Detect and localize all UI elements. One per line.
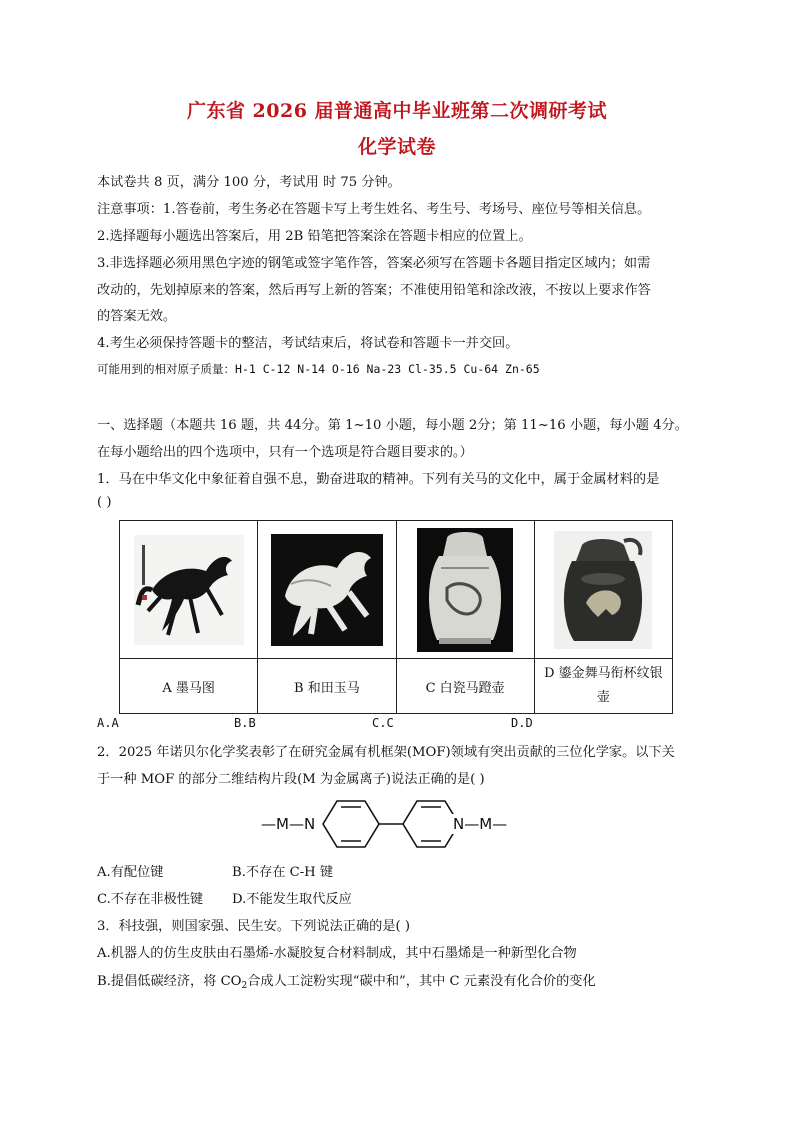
structure-left-bond-label: —M—N: [261, 815, 316, 833]
exam-title: 广东省 2026 届普通高中毕业班第二次调研考试: [186, 100, 608, 122]
porcelain-stirrup-pot-image: [417, 528, 513, 652]
note-3c: 的答案无效。: [97, 309, 177, 324]
option-b-caption: B 和田玉马: [258, 659, 396, 714]
option-d-caption: [534, 659, 672, 714]
exam-subtitle: 化学试卷: [357, 136, 436, 158]
q2-option-c[interactable]: C.不存在非极性键: [97, 892, 204, 907]
option-d-caption-line1: D 鎏金舞马衔杯纹银: [544, 666, 663, 681]
q2-option-b[interactable]: B.不存在 C-H 键: [232, 865, 334, 880]
section-heading-a: 一、选择题（本题共 16 题，共 44分。第 1~10 小题，每小题 2分；第 11~16 小题，每小题 4分。: [97, 418, 688, 433]
atomic-masses: 可能用到的相对原子质量：H-1 C-12 N-14 O-16 Na-23 Cl-35.5 Cu-64 Zn-65: [97, 362, 540, 376]
q2-option-d[interactable]: D.不能发生取代反应: [232, 892, 352, 907]
pyridine-ring-right: [403, 801, 459, 847]
intro-line: 本试卷共 8 页，满分 100 分，考试用 时 75 分钟。: [97, 175, 401, 190]
note-4: 4.考生必须保持答题卡的整洁，考试结束后，将试卷和答题卡一并交回。: [97, 336, 519, 351]
q1-choice-c[interactable]: C.C: [372, 716, 394, 730]
q2-stem-a: 2．2025 年诺贝尔化学奖表彰了在研究金属有机框架(MOF)领域有突出贡献的三位化学家。以下关: [97, 745, 675, 760]
q1-choice-d[interactable]: D.D: [511, 716, 533, 730]
q3-stem: 3．科技强，则国家强、民生安。下列说法正确的是( ): [97, 919, 410, 934]
q3-option-b-pre: B.提倡低碳经济，将 CO: [97, 974, 242, 989]
note-3a: 3.非选择题必须用黑色字迹的钢笔或签字笔作答，答案必须写在答题卡各题目指定区域内；如需: [97, 256, 651, 271]
option-c-image-cell: [396, 521, 534, 659]
option-b-image-cell: [258, 521, 396, 659]
note-1: 注意事项：1.答卷前，考生务必在答题卡写上考生姓名、考生号、考场号、座位号等相关信息。: [97, 202, 651, 217]
structure-right-bond-label: N—M—: [453, 815, 508, 833]
option-a-image-cell: [120, 521, 258, 659]
q1-choice-a[interactable]: A.A: [97, 716, 119, 730]
q3-option-b[interactable]: [97, 970, 596, 991]
q1-paren: ( ): [97, 495, 112, 510]
q1-stem: 1．马在中华文化中象征着自强不息，勤奋进取的精神。下列有关马的文化中，属于金属材料的是: [97, 472, 660, 487]
note-2: 2.选择题每小题选出答案后，用 2B 铅笔把答案涂在答题卡相应的位置上。: [97, 229, 532, 244]
ink-horse-painting-image: [134, 535, 244, 645]
q2-stem-b: 于一种 MOF 的部分二维结构片段(M 为金属离子)说法正确的是( ): [97, 772, 485, 787]
option-a-caption: A 墨马图: [120, 659, 258, 714]
q3-option-b-post: 合成人工淀粉实现“碳中和”，其中 C 元素没有化合价的变化: [247, 974, 596, 989]
q3-option-b-subscript: 2: [241, 981, 248, 991]
q2-option-a[interactable]: A.有配位键: [97, 865, 164, 880]
note-3b: 改动的，先划掉原来的答案，然后再写上新的答案；不准使用铅笔和涂改液，不按以上要求作答: [97, 283, 651, 298]
pyridine-ring-left: [323, 801, 379, 847]
option-d-caption-line2: 壶: [596, 690, 610, 705]
q1-option-table: [119, 520, 673, 714]
mof-structure-diagram: [255, 796, 545, 852]
q3-option-a[interactable]: A.机器人的仿生皮肤由石墨烯-水凝胶复合材料制成，其中石墨烯是一种新型化合物: [97, 946, 577, 961]
jade-horse-image: [271, 534, 383, 646]
section-heading-b: 在每小题给出的四个选项中，只有一个选项是符合题目要求的。）: [97, 445, 473, 460]
gilt-silver-pot-image: [554, 531, 652, 649]
option-c-caption: C 白瓷马蹬壶: [396, 659, 534, 714]
option-d-image-cell: [534, 521, 672, 659]
q1-choice-b[interactable]: B.B: [234, 716, 256, 730]
